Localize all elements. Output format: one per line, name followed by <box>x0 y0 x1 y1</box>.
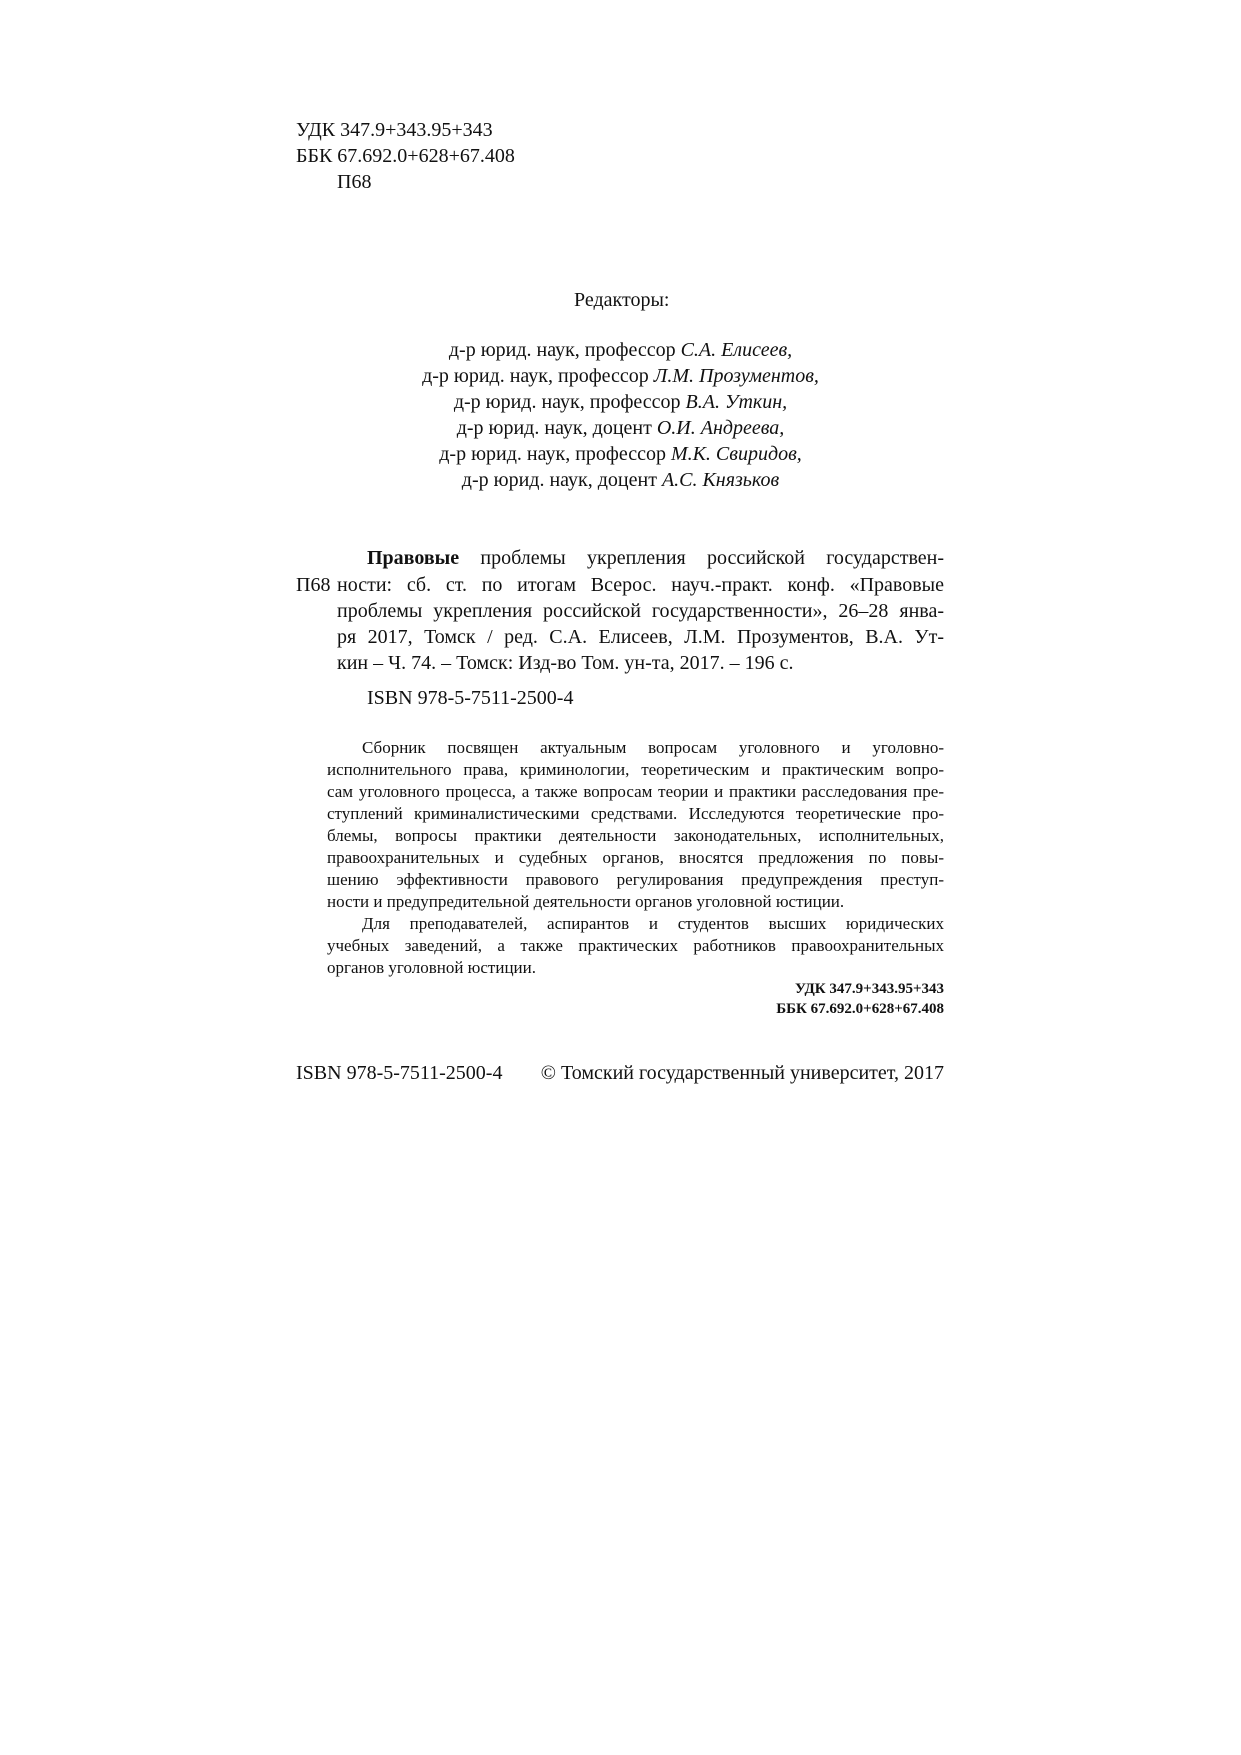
editor-name: О.И. Андреева, <box>656 417 785 439</box>
bib-line-1-rest: проблемы укрепления российской государствен- <box>480 547 945 569</box>
editor-line <box>0 468 1241 492</box>
annotation-line: Сборник посвящен актуальным вопросам уголовного и уголовно- <box>362 738 944 757</box>
editor-title: д-р юрид. наук, профессор <box>448 339 676 361</box>
editor-line <box>0 442 1241 466</box>
annotation-line: блемы, вопросы практики деятельности законодательных, исполнительных, <box>327 826 944 845</box>
bib-line-1 <box>367 546 944 570</box>
annotation-line: шению эффективности правового регулирования предупреждения преступ- <box>327 870 944 889</box>
editor-name: А.С. Князьков <box>661 469 780 491</box>
annotation-line: сам уголовного процесса, а также вопросам теории и практики расследования пре- <box>327 782 944 801</box>
editor-name: В.А. Уткин, <box>685 391 788 413</box>
udk-code: УДК 347.9+343.95+343 <box>296 119 493 141</box>
footer-isbn: ISBN 978-5-7511-2500-4 <box>296 1062 503 1084</box>
editor-line <box>0 416 1241 440</box>
bib-title-bold: Правовые <box>367 547 460 569</box>
editor-title: д-р юрид. наук, профессор <box>453 391 681 413</box>
annotation-udk: УДК 347.9+343.95+343 <box>794 981 944 997</box>
bib-line-5: кин – Ч. 74. – Томск: Изд-во Том. ун-та, 2017. – 196 с. <box>337 652 794 674</box>
editors-heading: Редакторы: <box>574 289 670 311</box>
bib-line-3: проблемы укрепления российской государственности», 26–28 янва- <box>337 600 944 622</box>
annotation-bbk: ББК 67.692.0+628+67.408 <box>776 1001 944 1017</box>
bib-sign: П68 <box>296 574 331 596</box>
isbn: ISBN 978-5-7511-2500-4 <box>367 687 574 709</box>
annotation-line: ступлений криминалистическими средствами. Исследуются теоретические про- <box>327 804 944 823</box>
annotation-line: Для преподавателей, аспирантов и студентов высших юридических <box>362 914 944 933</box>
annotation-line: исполнительного права, криминологии, теоретическим и практическим вопро- <box>327 760 944 779</box>
copyright-notice: © Томский государственный университет, 2017 <box>540 1062 944 1084</box>
annotation-line: ности и предупредительной деятельности органов уголовной юстиции. <box>327 892 845 911</box>
editor-name: Л.М. Прозументов, <box>653 365 819 387</box>
editor-line <box>0 338 1241 362</box>
bib-line-4: ря 2017, Томск / ред. С.А. Елисеев, Л.М. Прозументов, В.А. Ут- <box>337 626 944 648</box>
author-sign: П68 <box>337 171 372 193</box>
editor-name: С.А. Елисеев, <box>680 339 793 361</box>
annotation-line: учебных заведений, а также практических работников правоохранительных <box>327 936 944 955</box>
editor-title: д-р юрид. наук, доцент <box>456 417 652 439</box>
editor-line <box>0 390 1241 414</box>
editor-title: д-р юрид. наук, профессор <box>439 443 666 465</box>
editor-title: д-р юрид. наук, доцент <box>461 469 657 491</box>
editor-name: М.К. Свиридов, <box>670 443 802 465</box>
bib-line-2: ности: сб. ст. по итогам Всерос. науч.-практ. конф. «Правовые <box>337 574 944 596</box>
editor-title: д-р юрид. наук, профессор <box>422 365 649 387</box>
editor-line <box>0 364 1241 388</box>
bbk-code: ББК 67.692.0+628+67.408 <box>296 145 515 167</box>
annotation-line: органов уголовной юстиции. <box>327 958 536 977</box>
annotation-line: правоохранительных и судебных органов, вносятся предложения по повы- <box>327 848 944 867</box>
